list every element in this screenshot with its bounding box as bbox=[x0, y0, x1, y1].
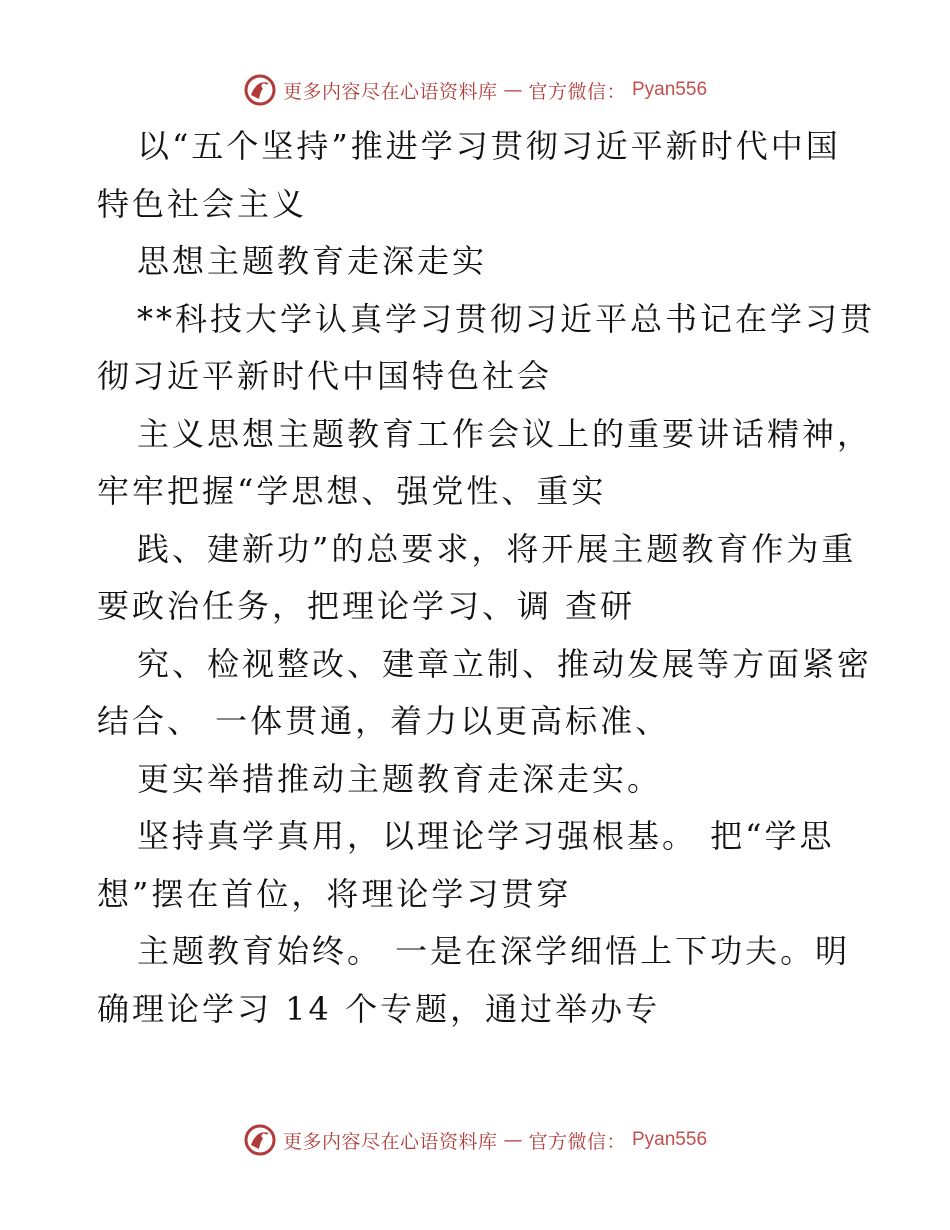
text-line: 更实举措推动主题教育走深走实。 bbox=[137, 759, 663, 798]
watermark-official-label: 官方微信： bbox=[528, 1130, 626, 1153]
text-line: 践、建新功”的总要求，将开展主题教育作为重 bbox=[137, 529, 857, 568]
text-line: 想”摆在首位，将理论学习贯穿 bbox=[97, 874, 572, 913]
watermark-official-label: 官方微信： bbox=[528, 80, 626, 103]
document-body bbox=[97, 118, 876, 1038]
ribbon-logo-icon bbox=[243, 73, 277, 107]
text-line: 以“五个坚持”推进学习贯彻习近平新时代中国 bbox=[137, 127, 841, 165]
text-line: 特色社会主义 bbox=[97, 184, 308, 223]
text-line: 结合、 一体贯通，着力以更高标准、 bbox=[97, 702, 671, 740]
text-line: 究、检视整改、建章立制、推动发展等方面紧密 bbox=[137, 644, 873, 683]
footer-watermark bbox=[0, 1120, 950, 1160]
text-line: 确理论学习 14 个专题，通过举办专 bbox=[97, 989, 661, 1028]
text-line: **科技大学认真学习贯彻习近平总书记在学习贯 bbox=[137, 299, 876, 338]
text-line: 主义思想主题教育工作会议上的重要讲话精神， bbox=[137, 414, 873, 453]
watermark-separator: — bbox=[503, 1129, 523, 1151]
watermark-wechat-id: Pyan556 bbox=[632, 79, 708, 100]
header-watermark bbox=[0, 70, 950, 110]
ribbon-logo-icon bbox=[243, 1123, 277, 1157]
text-line: 思想主题教育走深走实 bbox=[137, 242, 488, 280]
watermark-wechat-id: Pyan556 bbox=[632, 1129, 708, 1150]
text-line: 牢牢把握“学思想、强党性、重实 bbox=[97, 472, 607, 510]
watermark-main-text: 更多内容尽在心语资料库 bbox=[282, 1130, 498, 1153]
text-line: 坚持真学真用，以理论学习强根基。 把“学思 bbox=[137, 817, 835, 855]
watermark-main-text: 更多内容尽在心语资料库 bbox=[282, 80, 498, 103]
text-line: 彻习近平新时代中国特色社会 bbox=[97, 357, 553, 395]
text-line: 主题教育始终。 一是在深学细悟上下功夫。明 bbox=[137, 932, 851, 970]
watermark-separator: — bbox=[503, 79, 523, 101]
text-line: 要政治任务，把理论学习、调 查研 bbox=[97, 587, 636, 625]
